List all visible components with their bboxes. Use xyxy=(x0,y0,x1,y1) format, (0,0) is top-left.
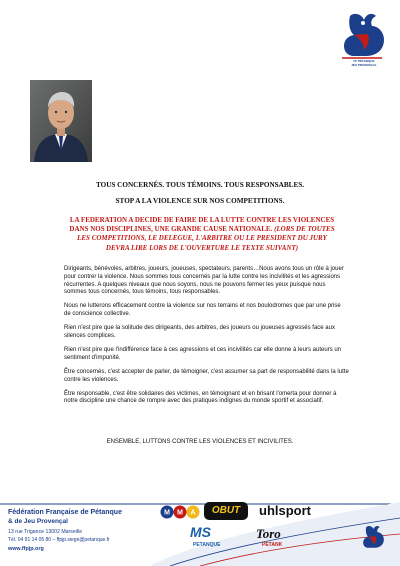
paragraph: Rien n'est pire que la solitude des dirigeants, des arbitres, des joueurs ou joueuses agressés face aux silences complices. xyxy=(64,325,335,339)
toro-sponsor-caption: PETANK xyxy=(262,542,283,548)
org-name: Fédération Française de Pétanque xyxy=(8,509,122,516)
svg-text:M: M xyxy=(164,509,170,517)
logo-line-1: FF PÉTANQUE xyxy=(353,59,375,63)
logo-caption xyxy=(336,60,392,67)
federation-statement-note: (LORS DE TOUTES LES COMPETITIONS, LE DELEGUE, L'ARBITRE OU LE PRESIDENT DU JURY DEVRA LIRE LORS DE L'OUVERTURE LE TEXTE SUIVANT) xyxy=(77,225,335,252)
toro-sponsor-logo: Toro xyxy=(256,526,281,541)
federation-statement xyxy=(68,216,336,253)
paragraph: Être responsable, c'est être solidaires des victimes, en témoignant et en brisant l'omerta pour donner à notre discipline une chance de rompre avec des pratiques indignes du monde sportif et associatif. xyxy=(64,390,337,405)
svg-text:M: M xyxy=(177,509,183,517)
body-text xyxy=(64,266,349,412)
federation-statement-main: LA FEDERATION A DECIDE DE FAIRE DE LA LUTTE CONTRE LES VIOLENCES DANS NOS DISCIPLINES, UNE GRANDE CAUSE NATIONALE. xyxy=(69,216,335,234)
org-contact: Tél. 04 91 14 05 80 – ffpjp.siege@petanque.fr xyxy=(8,537,110,543)
org-website-link[interactable]: www.ffpjp.org xyxy=(8,546,44,552)
uhlsport-sponsor-logo: uhlsport xyxy=(259,503,311,518)
paragraph: Être concernés, c'est accepter de parler, de témoigner, c'est assumer sa part de responsabilité dans la lutte contre les violences. xyxy=(64,368,349,383)
org-address: 13 rue Trigance 13002 Marseille xyxy=(8,529,83,535)
org-name-line-2: & de Jeu Provençal xyxy=(8,518,68,525)
obut-sponsor-logo: OBUT xyxy=(204,502,248,520)
paragraph: Nous ne lutterons efficacement contre la violence sur nos terrains et nos boulodromes que par une prise de conscience collective. xyxy=(64,303,341,318)
portrait-photo xyxy=(30,80,92,162)
footer-rooster-logo xyxy=(356,524,390,554)
sub-heading: STOP A LA VIOLENCE SUR NOS COMPETITIONS. xyxy=(115,197,285,205)
mma-sponsor-logo xyxy=(160,504,200,520)
closing-line: ENSEMBLE, LUTTONS CONTRE LES VIOLENCES ET INCIVILITES. xyxy=(106,439,294,445)
ms-sponsor-caption: PETANQUE xyxy=(193,542,221,548)
logo-line-2: JEU PROVENÇAL xyxy=(351,62,377,67)
main-heading: TOUS CONCERNÉS. TOUS TÉMOINS. TOUS RESPONSABLES. xyxy=(95,181,305,189)
paragraph: Rien n'est pire que l'indifférence face à ces agressions et ces incivilités car elle donne à leurs auteurs un sentiment d'impunité. xyxy=(64,346,342,361)
svg-text:A: A xyxy=(190,509,196,517)
paragraph: Dirigeants, bénévoles, arbitres, joueurs, joueuses, spectateurs, parents…Nous avons tous un rôle à jouer pour contrer la violence. Nous sommes tous concernés par la lutte contre les incivilités et les agressions récurrentes. A quelques niveaux que nous soyons, nous ne pouvons fermer les yeux puisque nous sommes tous concernés, tous témoins, tous responsables. xyxy=(64,266,344,296)
ms-sponsor-logo: MS xyxy=(190,524,211,540)
